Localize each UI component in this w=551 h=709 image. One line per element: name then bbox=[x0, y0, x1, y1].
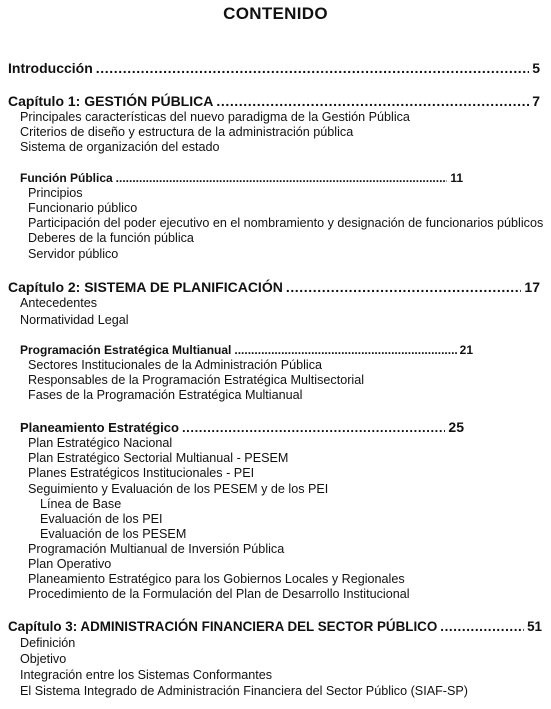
toc-item[interactable]: Planeamiento Estratégico para los Gobiernos Locales y Regionales bbox=[28, 572, 405, 586]
toc-item[interactable]: Sistema de organización del estado bbox=[20, 140, 220, 154]
toc-item[interactable]: Definición bbox=[20, 636, 76, 650]
toc-item[interactable]: Procedimiento de la Formulación del Plan de Desarrollo Institucional bbox=[28, 587, 410, 601]
toc-item[interactable]: Sectores Institucionales de la Administración Pública bbox=[28, 358, 323, 372]
toc-page-number: 7 bbox=[532, 93, 540, 109]
toc-page-number: 17 bbox=[524, 279, 540, 295]
toc-item[interactable]: Antecedentes bbox=[20, 296, 98, 310]
toc-item[interactable]: Principales características del nuevo paradigma de la Gestión Pública bbox=[20, 110, 410, 124]
toc-item[interactable]: Seguimiento y Evaluación de los PESEM y de los PEI bbox=[28, 482, 329, 496]
toc-leader-dots bbox=[286, 279, 522, 295]
toc-label: Capítulo 3: ADMINISTRACIÓN FINANCIERA DEL SECTOR PÚBLICO bbox=[8, 619, 438, 634]
toc-entry-introduccion[interactable] bbox=[8, 60, 540, 76]
toc-item[interactable]: Responsables de la Programación Estratégica Multisectorial bbox=[28, 373, 364, 387]
toc-item[interactable]: Planes Estratégicos Institucionales - PEI bbox=[28, 466, 255, 480]
toc-item[interactable]: Plan Estratégico Sectorial Multianual - PESEM bbox=[28, 451, 289, 465]
toc-page-number: 11 bbox=[450, 171, 463, 185]
toc-entry-funcion-publica[interactable] bbox=[20, 171, 463, 185]
toc-item[interactable]: Participación del poder ejecutivo en el nombramiento y designación de funcionarios públicos bbox=[28, 216, 544, 230]
toc-label: Planeamiento Estratégico bbox=[20, 420, 179, 435]
toc-item[interactable]: Objetivo bbox=[20, 652, 67, 666]
toc-leader-dots bbox=[216, 93, 529, 109]
toc-subitem[interactable]: Evaluación de los PEI bbox=[40, 512, 163, 526]
toc-leader-dots bbox=[96, 60, 529, 76]
toc-item[interactable]: Integración entre los Sistemas Conformantes bbox=[20, 668, 272, 682]
toc-entry-capitulo-1[interactable] bbox=[8, 93, 540, 109]
toc-label: Programación Estratégica Multianual bbox=[20, 343, 232, 357]
toc-page-number: 21 bbox=[459, 343, 473, 357]
toc-leader-dots bbox=[440, 619, 524, 634]
toc-item[interactable]: Criterios de diseño y estructura de la administración pública bbox=[20, 125, 354, 139]
toc-label: Función Pública bbox=[20, 171, 113, 185]
toc-item[interactable]: Plan Estratégico Nacional bbox=[28, 436, 173, 450]
toc-item[interactable]: Principios bbox=[28, 186, 83, 200]
toc-leader-dots bbox=[234, 343, 456, 357]
toc-entry-capitulo-2[interactable] bbox=[8, 279, 540, 295]
toc-entry-planeamiento-estrategico[interactable] bbox=[20, 419, 464, 435]
toc-subitem[interactable]: Evaluación de los PESEM bbox=[40, 527, 187, 541]
toc-page-number: 25 bbox=[448, 419, 464, 435]
toc-label: Capítulo 1: GESTIÓN PÚBLICA bbox=[8, 93, 214, 109]
toc-page-number: 5 bbox=[532, 60, 540, 76]
toc-page-number: 51 bbox=[527, 619, 542, 634]
toc-leader-dots bbox=[116, 171, 448, 185]
toc-item[interactable]: Fases de la Programación Estratégica Multianual bbox=[28, 388, 303, 402]
toc-subitem[interactable]: Línea de Base bbox=[40, 497, 122, 511]
toc-label: Capítulo 2: SISTEMA DE PLANIFICACIÓN bbox=[8, 279, 283, 295]
toc-item[interactable]: Normatividad Legal bbox=[20, 313, 129, 327]
toc-item[interactable]: Deberes de la función pública bbox=[28, 231, 194, 245]
toc-item[interactable]: Plan Operativo bbox=[28, 557, 112, 571]
toc-entry-programacion-estrategica[interactable] bbox=[20, 343, 473, 357]
toc-label: Introducción bbox=[8, 60, 93, 76]
toc-item[interactable]: Programación Multianual de Inversión Pública bbox=[28, 542, 285, 556]
toc-item[interactable]: Servidor público bbox=[28, 247, 119, 261]
toc-leader-dots bbox=[182, 420, 445, 435]
page-title: CONTENIDO bbox=[223, 4, 328, 23]
toc-item[interactable]: El Sistema Integrado de Administración Financiera del Sector Público (SIAF-SP) bbox=[20, 684, 468, 698]
toc-item[interactable]: Funcionario público bbox=[28, 201, 138, 215]
toc-entry-capitulo-3[interactable] bbox=[8, 619, 542, 634]
